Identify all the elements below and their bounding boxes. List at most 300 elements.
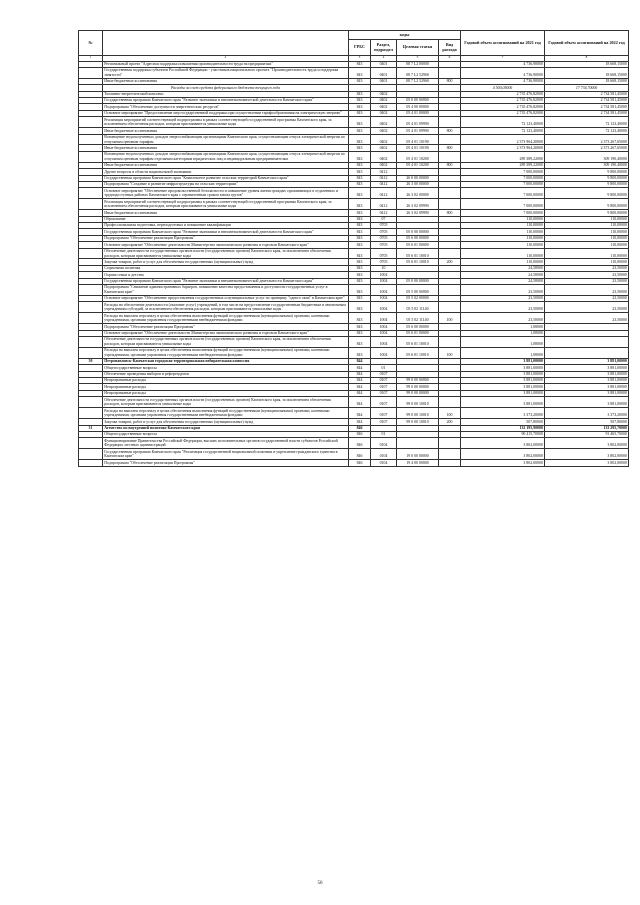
cell-r: 1004 (371, 347, 397, 358)
cell-b: 3 802,00000 (545, 460, 629, 466)
cell-v (439, 397, 461, 408)
cell-b: 3 881,00000 (545, 390, 629, 396)
cell-c: 08 7 L2 00000 (397, 61, 439, 67)
cell-a: 4 500,05000 (461, 85, 545, 91)
cell-r: 0104 (371, 460, 397, 466)
cell-n (79, 302, 103, 313)
cell-r: 0104 (371, 438, 397, 449)
cell-n (79, 408, 103, 419)
table-row (79, 117, 629, 128)
cell-r: 0412 (371, 210, 397, 216)
cell-c: 05 5 00 00000 (397, 284, 439, 295)
cell-a: 2 735 476,82000 (461, 110, 545, 116)
cell-g: 843 (349, 272, 371, 278)
cell-c: 05 4 00 00000 (397, 104, 439, 110)
cell-b: 18 668,15000 (545, 78, 629, 84)
cell-v: 100 (439, 313, 461, 324)
cell-r: 0412 (371, 169, 397, 175)
cell-g: 843 (349, 169, 371, 175)
cell-b: 507,80000 (545, 419, 629, 425)
cell-name: Подпрограмма "Обеспечение реализации Программы" (103, 235, 349, 241)
cell-name: Подпрограмма "Снижение административных барьеров, повышение качества предоставления и доступности государственных услуг в Камчатском крае" (103, 284, 349, 295)
cell-r: 0107 (371, 408, 397, 419)
cell-a: 24,58000 (461, 272, 545, 278)
cell-v (439, 449, 461, 460)
cell-g: 843 (349, 134, 371, 145)
cell-a: 7 000,00000 (461, 169, 545, 175)
cell-name: Образование (103, 216, 349, 222)
cell-g: 843 (349, 199, 371, 210)
cell-c: 05 5 02 11140 (397, 313, 439, 324)
cell-r: 0402 (371, 117, 397, 128)
cell-b: 3 881,00000 (545, 397, 629, 408)
header-2022: Годовой объем ассигнований на 2022 год (545, 31, 629, 56)
cell-a: 3 802,00000 (461, 449, 545, 460)
cell-n (79, 188, 103, 199)
cell-g: 843 (349, 302, 371, 313)
cell-name: Другие вопросы в области национальной экономики (103, 169, 349, 175)
cell-g: 843 (349, 128, 371, 134)
cell-v: 100 (439, 347, 461, 358)
cell-n (79, 438, 103, 449)
cell-a: 72 123,40000 (461, 117, 545, 128)
cell-g: 843 (349, 347, 371, 358)
cell-a: 7 000,00000 (461, 188, 545, 199)
cell-b: 18 668,15000 (545, 67, 629, 78)
cell-c: 05 0 00 00000 (397, 98, 439, 104)
cell-name: Обеспечение деятельности государственных органов власти (государственных органов) Камчатского края, за исключением обеспечения расходов, которым присваиваются уникальные коды (103, 397, 349, 408)
table-row (79, 438, 629, 449)
cell-r: 0705 (371, 223, 397, 229)
cell-v: 800 (439, 128, 461, 134)
cell-g: 843 (349, 330, 371, 336)
cell-a: 23,50000 (461, 302, 545, 313)
cell-g: 846 (349, 425, 371, 431)
cell-c: 08 7 L2 52960 (397, 67, 439, 78)
table-row (79, 284, 629, 295)
cell-name: Основное мероприятие "Предоставление мер государственной поддержки при осуществлении тарифообразования на электрическую энергию" (103, 110, 349, 116)
cell-b: 110,00000 (545, 223, 629, 229)
cell-a: 110,00000 (461, 216, 545, 222)
cell-name: Общегосударственные вопросы (103, 431, 349, 437)
cell-g: 844 (349, 384, 371, 390)
cell-g: 843 (349, 162, 371, 168)
cell-name: Функционирование Правительства Российской Федерации, высших исполнительных органов государственной власти субъектов Российской Федерации, местных администраций (103, 438, 349, 449)
cell-name: Обеспечение деятельности государственных органов власти (государственных органов) Камчатского края, за исключением обеспечения расходов, которым присваиваются уникальные коды (103, 337, 349, 348)
table-row (79, 337, 629, 348)
cell-v: 200 (439, 259, 461, 265)
cell-g: 844 (349, 365, 371, 371)
cell-b: 3 881,00000 (545, 384, 629, 390)
cell-a: 7 000,00000 (461, 181, 545, 187)
cell-g: 843 (349, 313, 371, 324)
cell-name: Основное мероприятие "Обеспечение деятельности Министерства экономического развития и торговли Камчатского края" (103, 242, 349, 248)
cell-r: 0402 (371, 98, 397, 104)
cell-c: 26 3 02 00000 (397, 188, 439, 199)
cell-a: 3 373,20000 (461, 408, 545, 419)
cell-name: Основное мероприятие "Обеспечение предоставления государственных и муниципальных услуг по принципу "одного окна" в Камчатском крае" (103, 295, 349, 301)
cell-r: 1004 (371, 302, 397, 313)
table-header (79, 31, 629, 62)
cell-g: 843 (349, 278, 371, 284)
cell-name: Непрограммные расходы (103, 384, 349, 390)
table-row (79, 460, 629, 466)
table-row (79, 408, 629, 419)
cell-n (79, 151, 103, 162)
cell-c: 05 6 01 00000 (397, 242, 439, 248)
cell-a: 289 389,22000 (461, 162, 545, 168)
header-vr: Вид расхода (439, 40, 461, 56)
cell-n (79, 449, 103, 460)
cell-a: 90 415,70000 (461, 431, 545, 437)
cell-name: Закупка товаров, работ и услуг для обеспечения государственных (муниципальных) нужд (103, 419, 349, 425)
table-row (79, 151, 629, 162)
cell-a: 110,00000 (461, 223, 545, 229)
cell-name: Расходы на обеспечение деятельности (оказание услуг) учреждений, в том числе на предоставление государственным бюджетным и автономным учреждениям субсидий, за исключением обеспечения расходов, которым присваиваются уникальные коды (103, 302, 349, 313)
cell-name: Иные бюджетные ассигнования (103, 78, 349, 84)
header-codes: коды (349, 31, 461, 40)
cell-g: 843 (349, 284, 371, 295)
cell-a: 110,00000 (461, 229, 545, 235)
cell-c: 05 6 01 00000 (397, 330, 439, 336)
cell-a: 2 373 964,20000 (461, 145, 545, 151)
cell-r: 0104 (371, 449, 397, 460)
cell-c: 05 5 02 11140 (397, 302, 439, 313)
cell-g: 843 (349, 216, 371, 222)
cell-c: 26 0 00 00000 (397, 175, 439, 181)
cell-v (439, 302, 461, 313)
cell-v (439, 248, 461, 259)
page-number: 56 (317, 881, 323, 886)
cell-g: 846 (349, 460, 371, 466)
cell-b: 110,00000 (545, 242, 629, 248)
cell-b: 9 800,00000 (545, 175, 629, 181)
table-row (79, 248, 629, 259)
cell-name: Петропавловск-Камчатская городская территориальная избирательная комиссия (103, 358, 349, 364)
cell-b: 72 123,40000 (545, 128, 629, 134)
cell-r: 0705 (371, 248, 397, 259)
cell-b: 23,50000 (545, 313, 629, 324)
cell-a: 2 735 476,82000 (461, 98, 545, 104)
cell-a: 3 881,00000 (461, 378, 545, 384)
cell-a: 1,08000 (461, 337, 545, 348)
cell-a: 132 195,90000 (461, 425, 545, 431)
cell-r: 0401 (371, 67, 397, 78)
cell-r: 0705 (371, 242, 397, 248)
cell-g: 843 (349, 78, 371, 84)
cell-a: 7 000,00000 (461, 199, 545, 210)
cell-g: 843 (349, 248, 371, 259)
cell-r: 0402 (371, 162, 397, 168)
cell-a: 3 881,00000 (461, 365, 545, 371)
cell-c: 05 6 01 10010 (397, 347, 439, 358)
cell-name: Реализация мероприятий соответствующей подпрограммы в рамках соответствующей государственной программы Камчатского края, за исключением обеспечения расходов, которым присваиваются уникальные коды (103, 117, 349, 128)
cell-n (79, 397, 103, 408)
cell-g: 843 (349, 229, 371, 235)
cell-g: 843 (349, 259, 371, 265)
cell-name: Расходы на выплаты персоналу в целях обеспечения выполнения функций государственными (муниципальными) органами, казенными учреждениями, органами управления государственными внебюджетными фондами (103, 347, 349, 358)
cell-name: Подпрограмма "Создание и развитие инфраструктуры на сельских территориях" (103, 181, 349, 187)
cell-b: 9 800,00000 (545, 181, 629, 187)
cell-name: Обеспечение проведения выборов и референдумов (103, 371, 349, 377)
header-num: № (79, 31, 103, 56)
cell-c: 05 6 01 10010 (397, 248, 439, 259)
table-row (79, 302, 629, 313)
cell-r: 0107 (371, 371, 397, 377)
cell-n (79, 460, 103, 466)
cell-g: 843 (349, 265, 371, 271)
cell-b: 2 734 581,45000 (545, 91, 629, 97)
cell-a: 110,00000 (461, 248, 545, 259)
table-row (79, 347, 629, 358)
cell-c: 99 0 00 10010 (397, 419, 439, 425)
cell-a: 23,50000 (461, 295, 545, 301)
cell-b: 9 800,00000 (545, 199, 629, 210)
cell-v: 800 (439, 78, 461, 84)
cell-b: 9 800,00000 (545, 169, 629, 175)
cell-name: Государственная программа Камчатского края "Реализация государственной национальной политики и укрепление гражданского единства в Камчатском крае" (103, 449, 349, 460)
cell-b: 133 295,70000 (545, 425, 629, 431)
header-2021: Годовой объем ассигнований на 2021 год (461, 31, 545, 56)
cell-c: 05 0 00 00000 (397, 229, 439, 235)
cell-g: 843 (349, 67, 371, 78)
cell-b: 18 668,15000 (545, 61, 629, 67)
cell-b: 309 190,40000 (545, 162, 629, 168)
cell-r: 0705 (371, 229, 397, 235)
cell-a: 3 881,00000 (461, 390, 545, 396)
cell-r: 1004 (371, 295, 397, 301)
cell-c: 05 4 01 09990 (397, 117, 439, 128)
cell-r: 0402 (371, 151, 397, 162)
cell-r: 0107 (371, 384, 397, 390)
cell-g: 843 (349, 235, 371, 241)
cell-b (545, 347, 629, 358)
cell-v (439, 188, 461, 199)
cell-g: 843 (349, 145, 371, 151)
cell-b: 110,00000 (545, 235, 629, 241)
cell-v: 800 (439, 210, 461, 216)
cell-b: 23,50000 (545, 295, 629, 301)
cell-r: 0402 (371, 134, 397, 145)
cell-g: 844 (349, 397, 371, 408)
cell-g: 843 (349, 223, 371, 229)
cell-v (439, 284, 461, 295)
cell-a: 2 373 964,20000 (461, 134, 545, 145)
cell-b: 2 734 581,45000 (545, 110, 629, 116)
cell-a: 110,00000 (461, 242, 545, 248)
cell-c: 05 5 02 00000 (397, 295, 439, 301)
table-body (79, 61, 629, 466)
cell-a: 4 736,90000 (461, 78, 545, 84)
cell-g: 843 (349, 117, 371, 128)
cell-n (79, 67, 103, 78)
cell-r: 1004 (371, 272, 397, 278)
cell-b: 9 800,00000 (545, 210, 629, 216)
cell-c: 26 3 02 09990 (397, 199, 439, 210)
cell-a: 3 802,00000 (461, 438, 545, 449)
cell-r: 0412 (371, 199, 397, 210)
cell-v (439, 117, 461, 128)
cell-r: 1004 (371, 313, 397, 324)
cell-name: Возмещение недополученных доходов энергоснабжающим организациям Камчатского края, осуществляющим отпуск электрической энергии по отпускным ценовым тарифам (103, 134, 349, 145)
cell-b: 2 734 581,45000 (545, 104, 629, 110)
cell-c: 05 4 01 00000 (397, 110, 439, 116)
cell-g: 843 (349, 61, 371, 67)
cell-name: Расходы на выплаты персоналу в целях обеспечения выполнения функций государственными (муниципальными) органами, казенными учреждениями, органами управления государственными внебюджетными фондами (103, 408, 349, 419)
cell-r: 0402 (371, 110, 397, 116)
cell-r: 0705 (371, 235, 397, 241)
cell-c: 05 6 01 10010 (397, 337, 439, 348)
cell-name: Государственная программа Камчатского края "Развитие экономики и внешнеэкономической деятельности Камчатского края" (103, 98, 349, 104)
header-csr: Целевая статья (397, 40, 439, 56)
cell-n (79, 347, 103, 358)
cell-a: 7 000,00000 (461, 175, 545, 181)
cell-c: 05 4 01 10190 (397, 134, 439, 145)
cell-c: 26 3 02 09990 (397, 210, 439, 216)
cell-b: 110,00000 (545, 229, 629, 235)
cell-name: Государственная программа Камчатского края "Комплексное развитие сельских территорий Камчатского края" (103, 175, 349, 181)
cell-name: Расходы на выплаты персоналу в целях обеспечения выполнения функций государственными (муниципальными) органами, казенными учреждениями, органами управления государственными внебюджетными фондами (103, 313, 349, 324)
cell-r: 0401 (371, 78, 397, 84)
cell-name: Иные бюджетные ассигнования (103, 128, 349, 134)
cell-a: 110,00000 (461, 259, 545, 265)
cell-r: 0107 (371, 397, 397, 408)
cell-c: 05 6 00 00000 (397, 324, 439, 330)
cell-name: Охрана семьи и детства (103, 272, 349, 278)
table-row (79, 313, 629, 324)
cell-a: 3 881,00000 (461, 358, 545, 364)
cell-b: 3 881,00000 (545, 371, 629, 377)
cell-b: 309 190,40000 (545, 151, 629, 162)
cell-b: 3 881,00000 (545, 378, 629, 384)
cell-v (439, 438, 461, 449)
table-row (79, 134, 629, 145)
cell-r: 0107 (371, 378, 397, 384)
cell-g: 844 (349, 419, 371, 425)
cell-g: 844 (349, 358, 371, 364)
cell-name: Государственная программа Камчатского края "Развитие экономики и внешнеэкономической деятельности Камчатского края" (103, 229, 349, 235)
cell-n (79, 284, 103, 295)
cell-name: Подпрограмма "Обеспечение реализации Программы" (103, 324, 349, 330)
cell-b: 23,50000 (545, 284, 629, 295)
header-razdel: Раздел, подраздел (371, 40, 397, 56)
cell-b: 2 373 267,65000 (545, 145, 629, 151)
cell-g: 846 (349, 431, 371, 437)
cell-name: Топливно-энергетический комплекс (103, 91, 349, 97)
cell-c: 19 0 00 00000 (397, 449, 439, 460)
column-numbers: 1 2 3 4 5 6 7 8 (79, 56, 629, 62)
cell-a: 2 735 476,82000 (461, 91, 545, 97)
cell-b: 110,00000 (545, 259, 629, 265)
cell-c: 05 6 01 10010 (397, 259, 439, 265)
cell-c: 99 0 00 00000 (397, 384, 439, 390)
cell-g: 844 (349, 390, 371, 396)
cell-c: 99 0 00 00000 (397, 378, 439, 384)
cell-r: 1004 (371, 324, 397, 330)
cell-name: Подпрограмма "Обеспечение доступности энергетических ресурсов" (103, 104, 349, 110)
cell-r: 0402 (371, 104, 397, 110)
cell-n (79, 117, 103, 128)
cell-a: 507,80000 (461, 419, 545, 425)
cell-a: 3 881,00000 (461, 371, 545, 377)
cell-b: 91 465,70000 (545, 431, 629, 437)
cell-name: Государственная поддержка субъектов Российской Федерации - участников национального проекта "Производительность труда и поддержка занятости" (103, 67, 349, 78)
cell-name: Возмещение недополученных доходов энергоснабжающим организациям Камчатского края, осуществляющим отпуск электрической энергии по отпускным ценовым тарифам отдельным категориям юридических лиц и индивидуальным предпринимателям (103, 151, 349, 162)
budget-page (78, 30, 628, 467)
cell-v: 200 (439, 419, 461, 425)
cell-r: 1004 (371, 337, 397, 348)
cell-n (79, 313, 103, 324)
cell-a: 24,58000 (461, 265, 545, 271)
cell-name: Обеспечение деятельности государственных органов власти (государственных органов) Камчатского края, за исключением обеспечения расходов, которым присваиваются уникальные коды (103, 248, 349, 259)
cell-b (545, 337, 629, 348)
cell-a: 23,50000 (461, 284, 545, 295)
cell-g: 843 (349, 91, 371, 97)
cell-c: 19 4 00 00000 (397, 460, 439, 466)
cell-g: 843 (349, 188, 371, 199)
cell-b: 17 734,70000 (545, 85, 629, 91)
cell-c: 99 0 00 00000 (397, 390, 439, 396)
cell-c: 26 3 00 00000 (397, 181, 439, 187)
cell-name: Профессиональная подготовка, переподготовка и повышение квалификации (103, 223, 349, 229)
cell-a: 110,00000 (461, 235, 545, 241)
cell-g: 843 (349, 110, 371, 116)
cell-v (439, 460, 461, 466)
cell-name: Социальная политика (103, 265, 349, 271)
cell-b: 3 881,00000 (545, 358, 629, 364)
header-grbs: ГРБС (349, 40, 371, 56)
cell-b: 3 802,00000 (545, 449, 629, 460)
cell-a: 1,08000 (461, 347, 545, 358)
cell-r: 0107 (371, 419, 397, 425)
cell-r: 0412 (371, 175, 397, 181)
cell-v (439, 67, 461, 78)
cell-a: 1,08000 (461, 324, 545, 330)
cell-b: 23,50000 (545, 265, 629, 271)
cell-name: Региональный проект "Адресная поддержка повышения производительности труда на предприятиях" (103, 61, 349, 67)
cell-b: 2 373 267,65000 (545, 134, 629, 145)
cell-name: Иные бюджетные ассигнования (103, 145, 349, 151)
cell-r: 0402 (371, 91, 397, 97)
cell-r: 1004 (371, 278, 397, 284)
budget-table (78, 30, 629, 467)
cell-b: 110,00000 (545, 248, 629, 259)
cell-r: 0412 (371, 181, 397, 187)
cell-v (439, 151, 461, 162)
cell-g: 843 (349, 337, 371, 348)
cell-r: 0705 (371, 259, 397, 265)
cell-name: Иные бюджетные ассигнования (103, 210, 349, 216)
cell-name: Основное мероприятие "Обеспечение деятельности Министерства экономического развития и торговли Камчатского края" (103, 330, 349, 336)
cell-name: Расходы за счет средств федерального бюджета текущего года (103, 85, 349, 91)
cell-g: 844 (349, 378, 371, 384)
cell-name: Государственная программа Камчатского края "Развитие экономики и внешнеэкономической деятельности Камчатского края" (103, 278, 349, 284)
cell-b: 23,50000 (545, 278, 629, 284)
cell-name: Непрограммные расходы (103, 390, 349, 396)
table-row (79, 449, 629, 460)
cell-a: 3 881,00000 (461, 397, 545, 408)
cell-c (397, 438, 439, 449)
cell-c: 05 4 01 09990 (397, 128, 439, 134)
cell-g: 843 (349, 181, 371, 187)
cell-a: 3 881,00000 (461, 384, 545, 390)
cell-c: 99 0 00 10010 (397, 397, 439, 408)
cell-b: 2 734 581,45000 (545, 98, 629, 104)
cell-g: 843 (349, 104, 371, 110)
cell-g: 846 (349, 449, 371, 460)
cell-g: 843 (349, 210, 371, 216)
cell-n (79, 134, 103, 145)
